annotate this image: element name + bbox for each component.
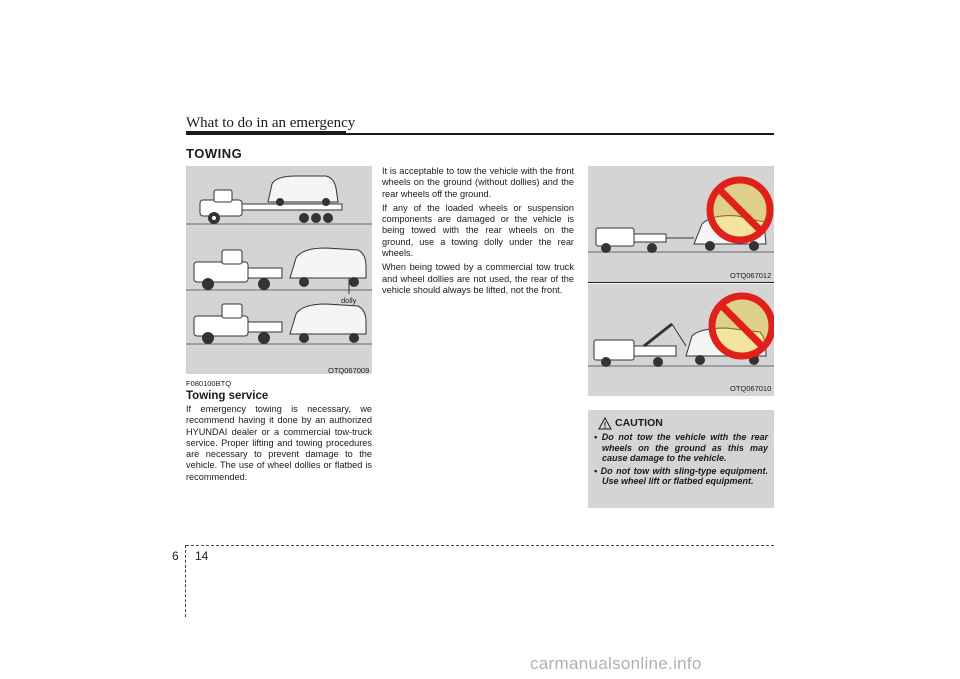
prohibited-tow-drawing-top (588, 166, 774, 272)
footer-rule (186, 545, 774, 546)
dolly-callout: dolly (341, 296, 357, 305)
page-header-title: What to do in an emergency (186, 115, 356, 131)
figure-code-right-top: OTQ067012 (730, 271, 772, 280)
chapter-number: 6 (172, 549, 179, 563)
improper-towing-illustration-top (588, 166, 774, 282)
paragraph-damaged-wheels: If any of the loaded wheels or suspension components are damaged or the vehicle is being towed with the rear wheels on the ground, use a towing dolly under the rear wheels. (382, 202, 574, 259)
header-rule-accent (186, 131, 346, 135)
section-code: F080100BTQ (186, 379, 232, 388)
caution-box (588, 410, 774, 508)
caution-list (594, 432, 768, 489)
tow-trucks-drawing (186, 166, 372, 374)
warning-triangle-icon (598, 417, 612, 430)
section-title: TOWING (186, 146, 243, 161)
caution-item: • Do not tow the vehicle with the rear wheels on the ground as this may cause damage to the vehicle. (594, 432, 768, 463)
caution-item: • Do not tow with sling-type equipment. Use wheel lift or flatbed equipment. (594, 465, 768, 486)
figure-code-left: OTQ067009 (328, 366, 370, 375)
figure-separator (588, 282, 774, 283)
caution-title: CAUTION (615, 417, 663, 429)
footer-vertical-rule (185, 545, 186, 617)
paragraph-commercial-tow: When being towed by a commercial tow truck and wheel dollies are not used, the rear of the vehicle should always be lifted, not the front. (382, 262, 574, 295)
watermark: carmanualsonline.info (530, 654, 702, 673)
page-number: 14 (195, 549, 209, 563)
figure-code-right-bottom: OTQ067010 (730, 384, 772, 393)
towing-service-heading: Towing service (186, 390, 269, 402)
improper-towing-illustration-bottom (588, 284, 774, 396)
paragraph-front-wheels: It is acceptable to tow the vehicle with the front wheels on the ground (without dollies) and the rear wheels off the ground. (382, 166, 574, 199)
towing-service-paragraph: If emergency towing is necessary, we recommend having it done by an authorized HYUNDAI dealer or a commercial tow-truck service. Proper lifting and towing procedures are necessary to prevent damage to the vehicle. The use of wheel dollies or flatbed is recommended. (186, 404, 372, 482)
prohibited-tow-drawing-bottom (588, 284, 774, 384)
middle-column-text (382, 166, 574, 299)
towing-methods-illustration (186, 166, 372, 374)
